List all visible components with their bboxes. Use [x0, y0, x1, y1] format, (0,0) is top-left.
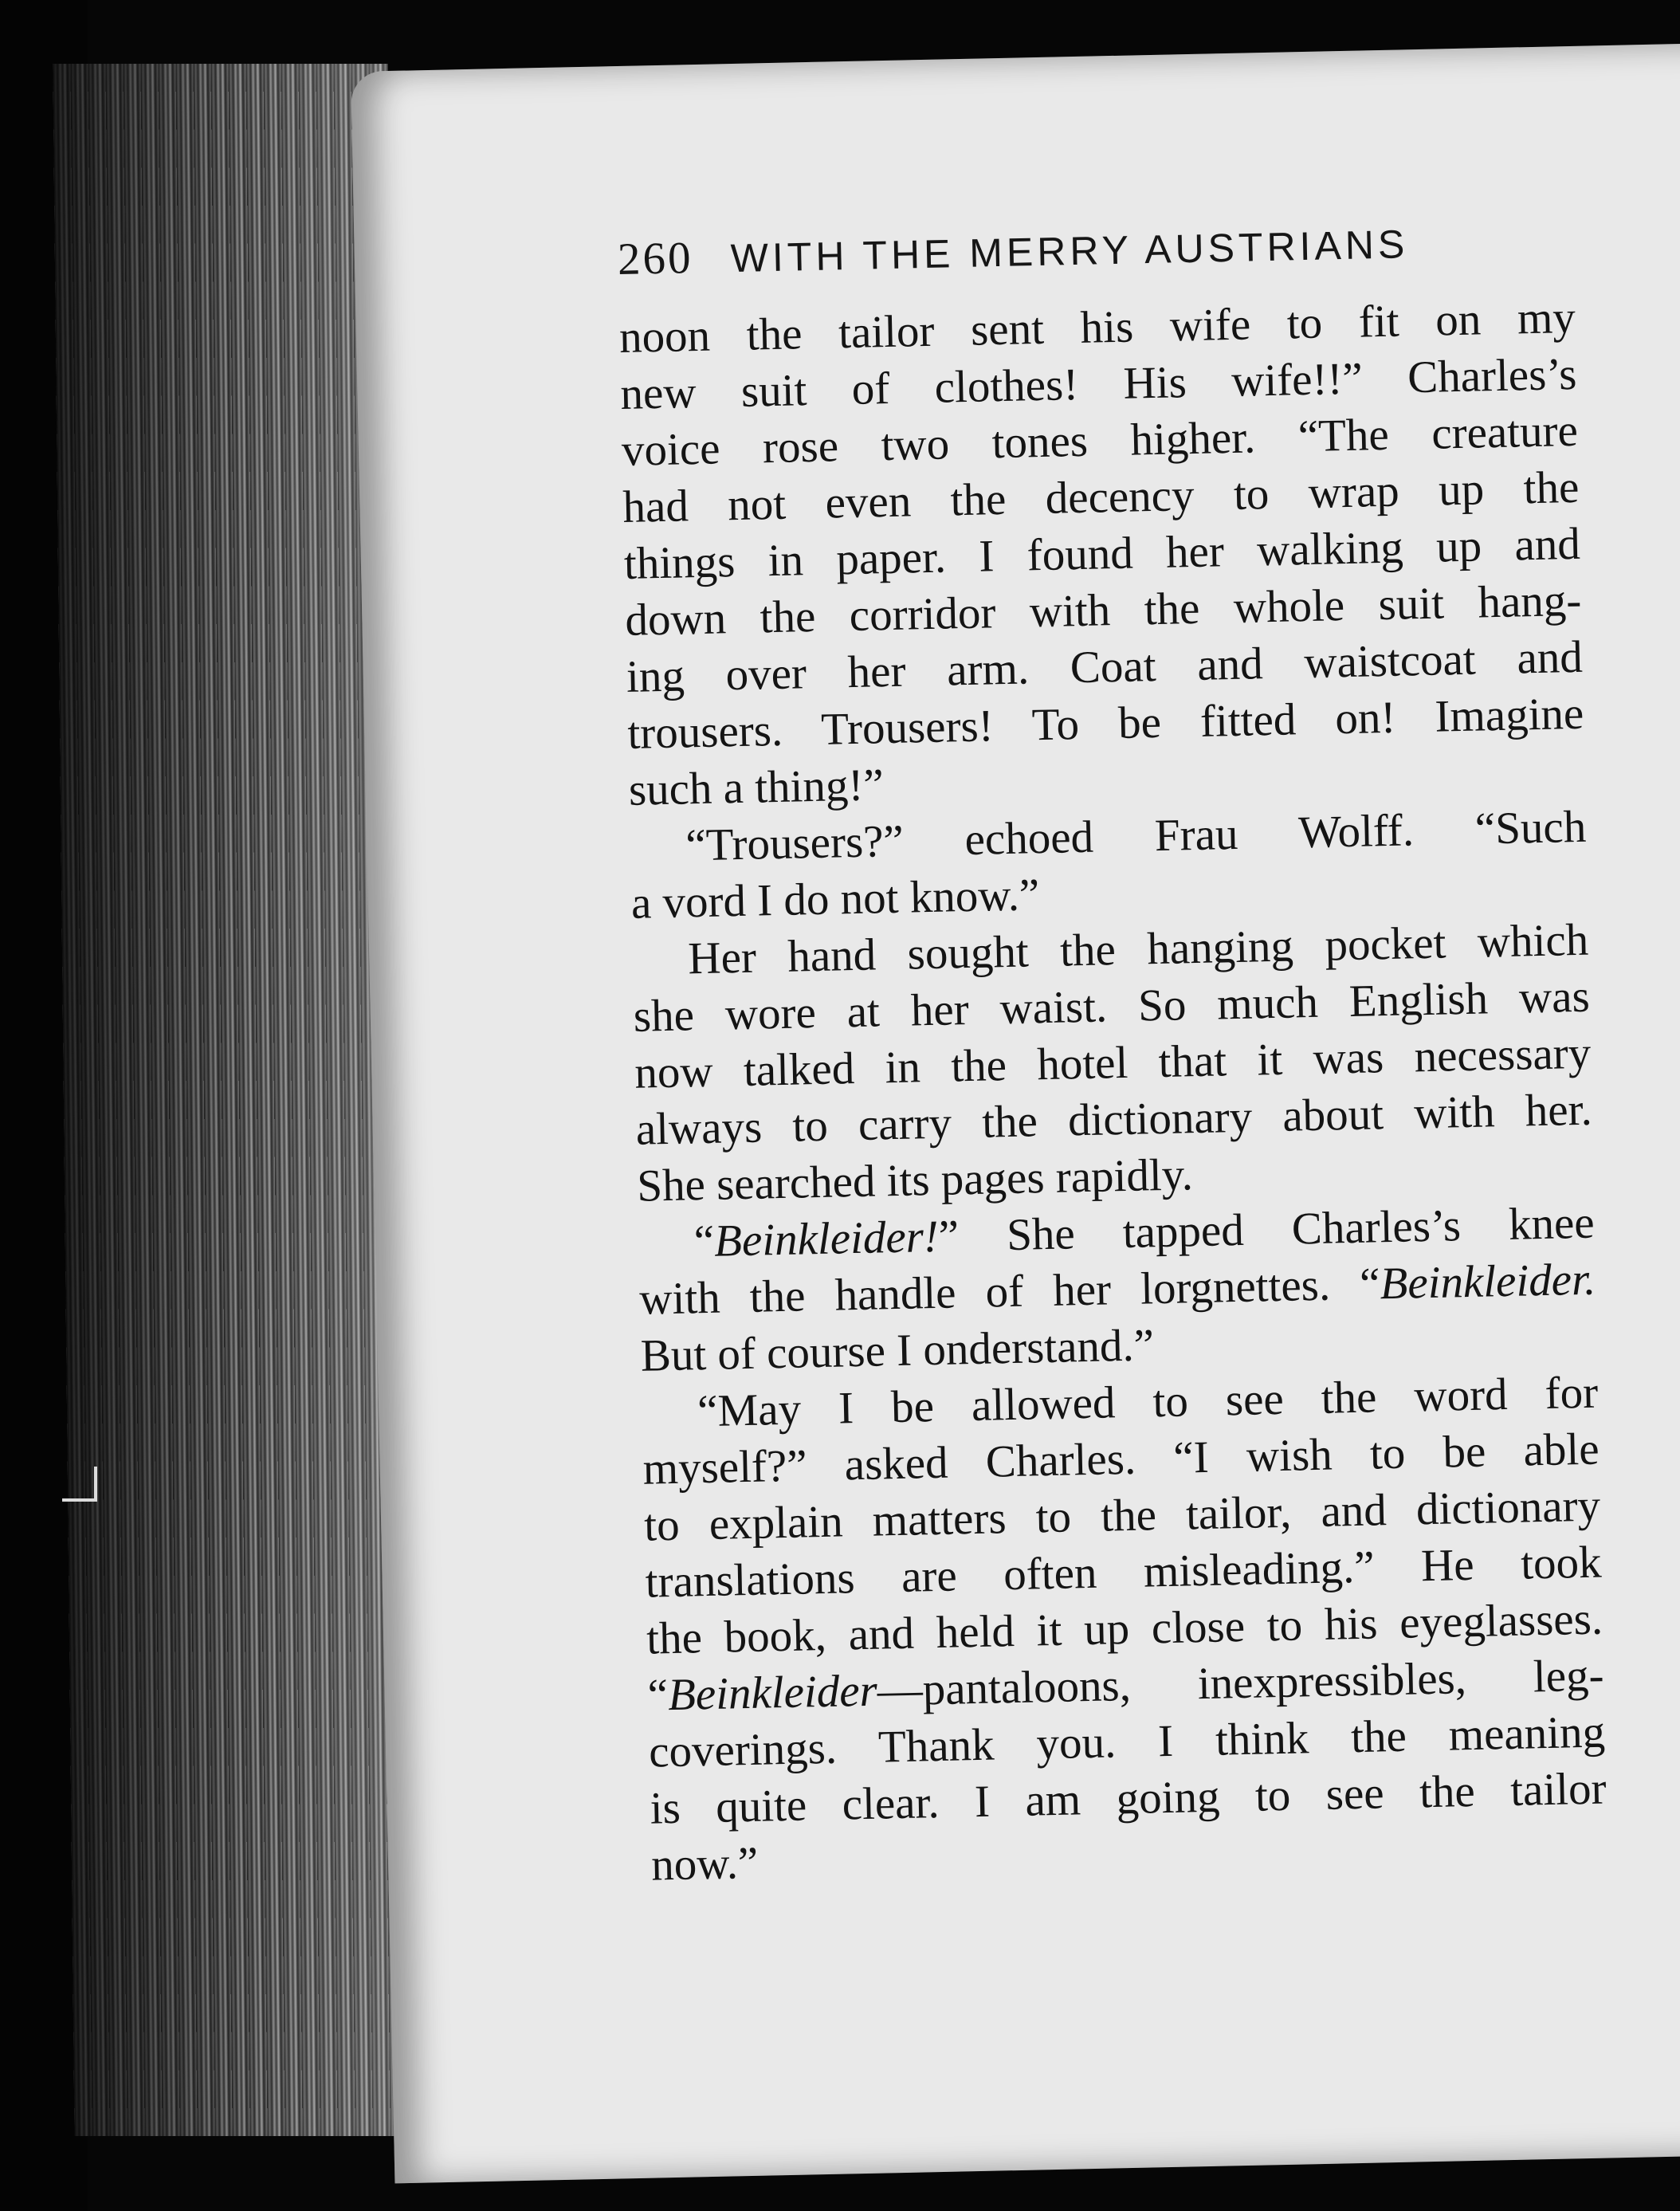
running-head-title: WITH THE MERRY AUSTRIANS [730, 222, 1409, 281]
text-segment: such a thing!” [628, 760, 885, 815]
text-segment: “ [693, 1215, 715, 1267]
text-segment: now talked in the hotel that it was necessary [634, 1027, 1592, 1098]
text-segment: translations are often misleading.” He took [645, 1537, 1603, 1608]
italic-word: Beinkleider [667, 1665, 878, 1721]
edge-mark [62, 1467, 97, 1502]
text-segment: myself?” asked Charles. “I wish to be able [642, 1424, 1600, 1494]
text-segment: had not even the decency to wrap up the [622, 461, 1580, 532]
text-segment: is quite clear. I am going to see the tailor [650, 1763, 1607, 1834]
text-segment: “May I be allowed to see the word for [697, 1367, 1599, 1437]
text-segment: new suit of clothes! His wife!!” Charles’s [619, 348, 1577, 419]
text-segment: ing over her arm. Coat and waistcoat and [626, 631, 1584, 702]
text-segment: coverings. Thank you. I think the meaning [648, 1706, 1606, 1777]
text-segment: Her hand sought the hanging pocket which [687, 914, 1589, 984]
body-text [618, 289, 1607, 1894]
text-segment: noon the tailor sent his wife to fit on my [618, 292, 1576, 363]
text-segment: the book, and held it up close to his eyeglasses. [646, 1593, 1603, 1664]
text-segment: she wore at her waist. So much English was [633, 971, 1591, 1042]
running-head [617, 214, 1574, 285]
text-segment: But of course I onderstand.” [640, 1320, 1155, 1381]
page-content [617, 214, 1607, 1894]
text-segment: “Trousers?” echoed Frau Wolff. “Such [685, 801, 1587, 871]
page [351, 43, 1680, 2183]
text-segment: ” She tapped Charles’s knee [938, 1197, 1596, 1262]
text-segment: a vord I do not know.” [630, 870, 1040, 929]
text-segment: voice rose two tones higher. “The creature [621, 405, 1579, 476]
italic-word: Beinkleider! [713, 1211, 940, 1267]
text-segment: —pantaloons, inexpressibles, leg- [877, 1650, 1605, 1716]
text-segment: trousers. Trousers! To be fitted on! Imagine [626, 688, 1584, 759]
text-segment: now.” [650, 1837, 759, 1891]
text-segment: things in paper. I found her walking up and [623, 518, 1581, 589]
text-segment: down the corridor with the whole suit hang- [624, 575, 1582, 646]
text-segment: with the handle of her lorgnettes. “ [638, 1259, 1381, 1325]
page-number: 260 [617, 233, 694, 285]
text-segment: “ [647, 1670, 669, 1721]
italic-word: Beinkleider. [1379, 1254, 1596, 1310]
text-segment: She searched its pages rapidly. [636, 1149, 1194, 1212]
text-segment: to explain matters to the tailor, and dictionary [643, 1480, 1601, 1551]
text-segment: always to carry the dictionary about with her. [635, 1084, 1593, 1155]
page-edges [53, 64, 409, 2136]
